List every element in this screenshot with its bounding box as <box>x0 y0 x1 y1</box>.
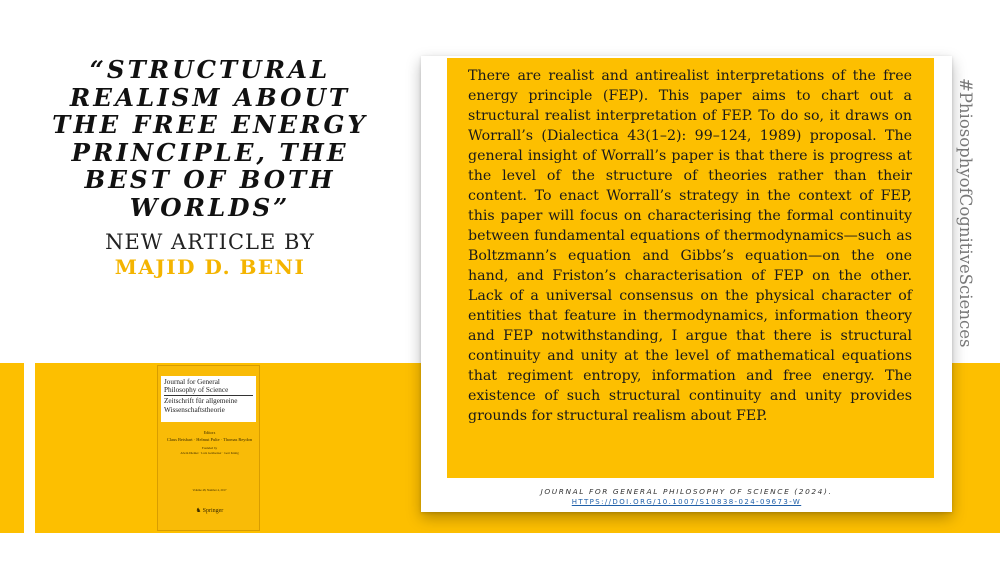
journal-cover <box>157 365 260 531</box>
byline: NEW ARTICLE BY <box>105 230 315 254</box>
author-name: MAJID D. BENI <box>114 255 306 279</box>
article-title: “STRUCTURAL REALISM ABOUT THE FREE ENERGY PRINCIPLE, THE BEST OF BOTH WORLDS” <box>52 55 368 222</box>
cover-journal-en: Journal for General Philosophy of Science <box>164 378 229 395</box>
springer-horse-icon: ♞ <box>195 508 202 514</box>
hashtag: #PhiosophyofCognitiveSciences <box>956 78 975 348</box>
headline <box>45 56 375 279</box>
citation-journal: JOURNAL FOR GENERAL PHILOSOPHY OF SCIENCE (2024). <box>540 487 833 496</box>
citation <box>421 487 952 507</box>
cover-journal-de: Zeitschrift für allgemeine Wissenschaftstheorie <box>164 397 238 414</box>
cover-title-box <box>161 376 256 422</box>
abstract-card <box>421 56 952 512</box>
cover-publisher <box>158 507 261 514</box>
cover-publisher-name: Springer <box>202 508 224 514</box>
cover-volume: Volume 48, Number 4, 2017 <box>192 488 227 492</box>
abstract-box <box>447 58 934 478</box>
cover-divider <box>164 395 253 396</box>
cover-founders: Alwin Diemer · Lutz Geldsetzer · Gert König <box>180 451 239 455</box>
abstract-text: There are realist and antirealist interpretations of the free energy principle (FEP). This paper aims to chart out a structural realist interpretation of FEP. To do so, it draws on Worrall’s (Dialectica 43(1–2): 99–124, 1989) proposal. The general insight of Worrall’s paper is that there is progress at the level of the structure of theories rather than their content. To enact Worrall’s strategy in the context of FEP, this paper will focus on characterising the formal continuity between fundamental equations of thermodynamics—such as Boltzmann’s equation and Gibbs’s equation—on the one hand, and Friston’s characterisation of FEP on the other. Lack of a universal consensus on the physical character of entities that feature in thermodynamics, information theory and FEP notwithstanding, I argue that there is structural continuity and unity at the level of mathematical equations that regiment entropy, information and free energy. The existence of such structural continuity and unity provides grounds for structural realism about FEP. <box>468 68 912 424</box>
cover-editors-label: Editors <box>203 430 216 435</box>
band-gap <box>24 363 35 533</box>
doi-link[interactable]: HTTPS://DOI.ORG/10.1007/S10838-024-09673-W <box>571 498 802 506</box>
cover-editors: Claus Beisbart · Helmut Pulte · Thomas Reydon <box>166 437 253 442</box>
cover-founded-label: Founded by <box>201 446 218 450</box>
